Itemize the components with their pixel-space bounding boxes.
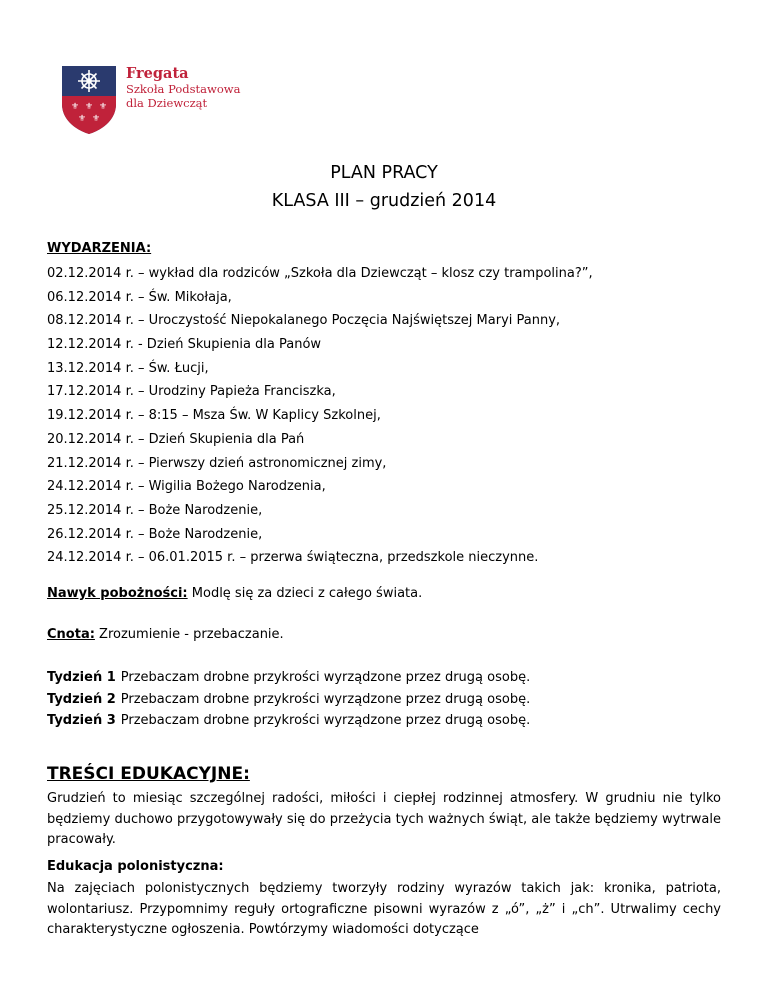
week-row [47,667,530,689]
logo-subtitle-1: Szkoła Podstawowa [126,82,241,96]
events-heading: WYDARZENIA: [47,241,152,256]
logo-name: Fregata [126,65,189,82]
week-row [47,689,530,711]
events-list [47,262,593,570]
event-item: 21.12.2014 r. – Pierwszy dzień astronomicznej zimy, [47,455,387,471]
habit-text: Modlę się za dzieci z całego świata. [187,586,423,601]
week-text: Przebaczam drobne przykrości wyrządzone przez drugą osobę. [120,691,531,707]
week-label: Tydzień 3 [47,713,116,728]
svg-text:⚜: ⚜ [91,114,101,124]
logo-subtitle-2: dla Dziewcząt [126,96,208,110]
shield-icon [60,64,118,136]
svg-text:⚜: ⚜ [98,102,108,112]
week-label: Tydzień 2 [47,691,116,707]
event-item: 24.12.2014 r. – 06.01.2015 r. – przerwa świąteczna, przedszkole nieczynne. [47,550,539,566]
education-intro: Grudzień to miesiąc szczególnej radości, miłości i ciepłej rodzinnej atmosfery. W grudniu nie tylko będziemy duchowo przygotowywały się do przeżycia tych ważnych świąt, ale także będziemy wytrwale pracowały. [47,791,721,847]
svg-text:⚜: ⚜ [84,102,94,112]
event-item: 20.12.2014 r. – Dzień Skupienia dla Pań [47,431,305,447]
page-subtitle: KLASA III – grudzień 2014 [271,191,497,211]
logo-text [126,66,240,110]
event-item: 13.12.2014 r. – Św. Łucji, [47,360,209,376]
event-item: 12.12.2014 r. - Dzień Skupienia dla Panów [47,337,322,353]
page-title: PLAN PRACY [330,163,438,183]
polish-text: Na zajęciach polonistycznych będziemy tworzyły rodziny wyrazów takich jak: kronika, patriota, wolontariusz. Przypomnimy reguły ortograficzne pisowni wyrazów z „ó”, „ż” i „ch”. Utrwalimy cechy charakterystyczne ogłoszenia. Powtórzymy wiadomości dotyczące [47,881,721,937]
svg-text:⚜: ⚜ [77,114,87,124]
virtue-line [47,627,284,642]
week-label: Tydzień 1 [47,670,116,685]
polish-heading: Edukacja polonistyczna: [47,859,224,874]
event-item: 17.12.2014 r. – Urodziny Papieża Franciszka, [47,384,336,400]
virtue-label: Cnota: [47,627,95,642]
habit-line [47,586,422,601]
education-heading: TREŚCI EDUKACYJNE: [47,764,250,784]
event-item: 02.12.2014 r. – wykład dla rodziców „Szkoła dla Dziewcząt – klosz czy trampolina?”, [47,266,593,281]
week-row [47,710,530,732]
event-item: 26.12.2014 r. – Boże Narodzenie, [47,526,263,542]
event-item: 24.12.2014 r. – Wigilia Bożego Narodzenia, [47,479,326,495]
habit-label: Nawyk pobożności: [47,586,188,601]
virtue-text: Zrozumienie - przebaczanie. [94,627,284,642]
week-text: Przebaczam drobne przykrości wyrządzone przez drugą osobę. [120,670,531,685]
event-item: 06.12.2014 r. – Św. Mikołaja, [47,289,232,305]
svg-text:⚜: ⚜ [70,102,80,112]
event-item: 08.12.2014 r. – Uroczystość Niepokalanego Poczęcia Najświętszej Maryi Panny, [47,313,561,329]
event-item: 25.12.2014 r. – Boże Narodzenie, [47,502,263,518]
weeks-list [47,667,530,732]
week-text: Przebaczam drobne przykrości wyrządzone przez drugą osobę. [120,713,531,728]
event-item: 19.12.2014 r. – 8:15 – Msza Św. W Kaplicy Szkolnej, [47,408,381,424]
school-logo [60,64,260,144]
